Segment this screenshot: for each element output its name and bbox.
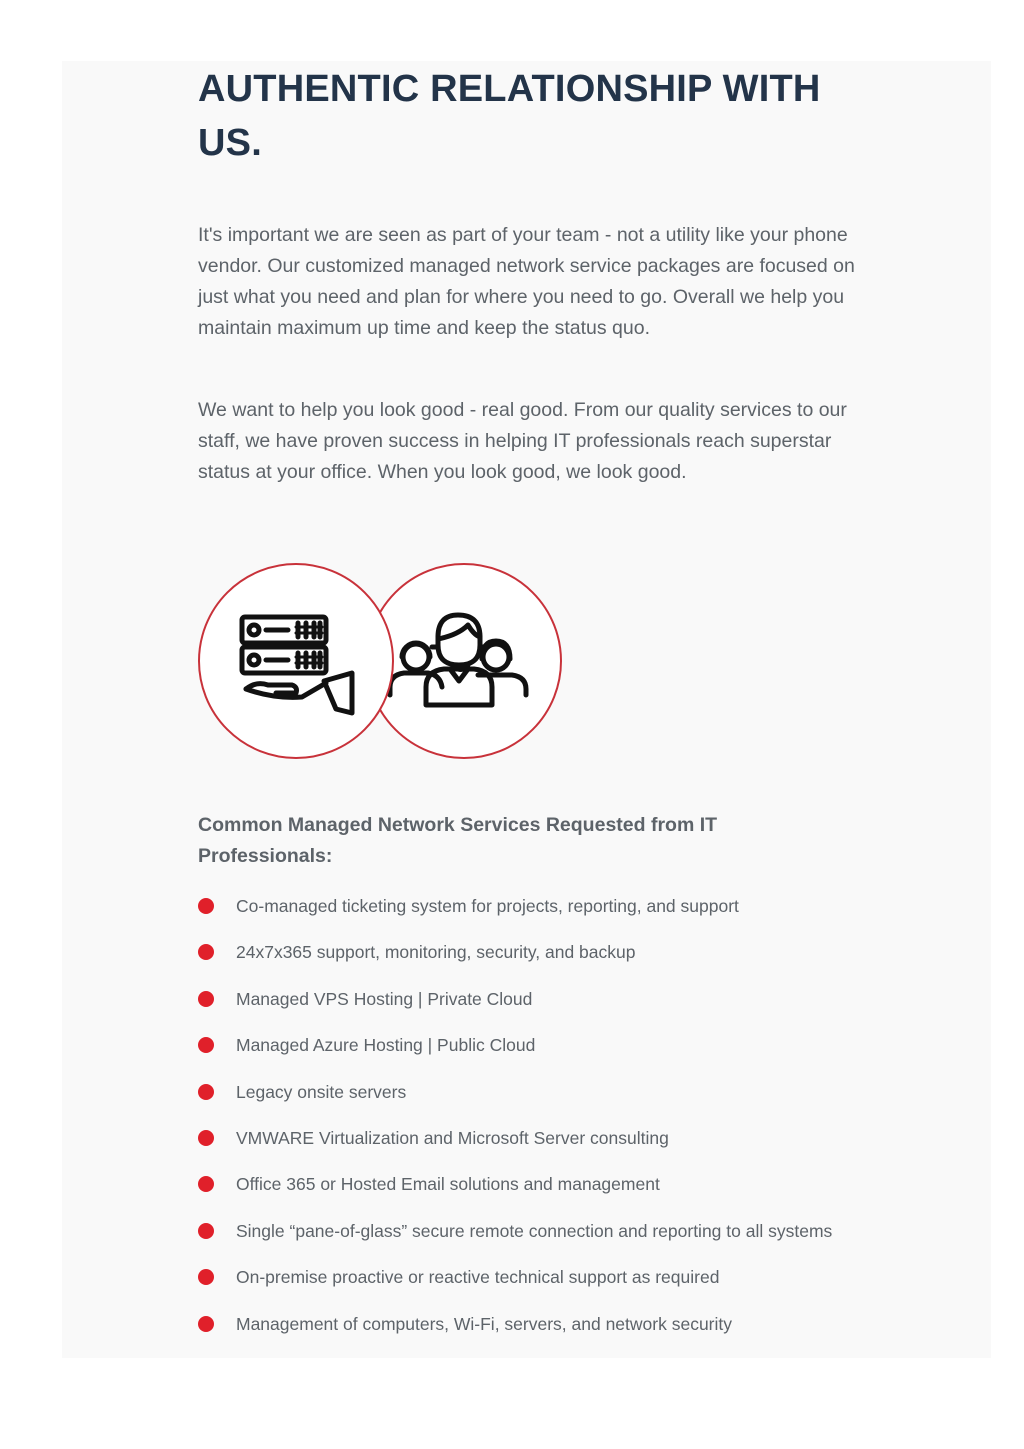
bullet-icon (198, 1130, 214, 1146)
list-item-text: On-premise proactive or reactive technical support as required (236, 1267, 720, 1288)
list-item (198, 1308, 898, 1354)
list-item (198, 1261, 898, 1307)
bullet-icon (198, 944, 214, 960)
server-circle (198, 563, 394, 759)
service-icons (196, 561, 560, 761)
list-item-text: Office 365 or Hosted Email solutions and management (236, 1174, 660, 1195)
bullet-icon (198, 991, 214, 1007)
server-hand-icon (200, 565, 392, 757)
list-item-text: Managed VPS Hosting | Private Cloud (236, 988, 533, 1009)
bullet-icon (198, 898, 214, 914)
bullet-icon (198, 1316, 214, 1332)
services-list (198, 890, 898, 1354)
list-item-text: Management of computers, Wi-Fi, servers, and network security (236, 1313, 733, 1334)
list-item-text: Managed Azure Hosting | Public Cloud (236, 1035, 536, 1056)
list-item (198, 1122, 898, 1168)
list-item-text: 24x7x365 support, monitoring, security, and backup (236, 942, 636, 963)
second-paragraph: We want to help you look good - real good. From our quality services to our staff, we have proven success in helping IT professionals reach superstar status at your office. When you look good, we look good. (198, 399, 847, 483)
team-circle (366, 563, 562, 759)
intro-paragraph: It's important we are seen as part of your team - not a utility like your phone vendor. Our customized managed network service packages are focused on just what you need and plan for where you need to go. Overall we help you maintain maximum up time and keep the status quo. (198, 224, 855, 339)
list-item (198, 1215, 898, 1261)
list-item (198, 1029, 898, 1075)
list-item-text: Co-managed ticketing system for projects, reporting, and support (236, 896, 739, 916)
list-item (198, 936, 898, 982)
bullet-icon (198, 1084, 214, 1100)
page-heading: AUTHENTIC RELATIONSHIP WITH US. (198, 68, 821, 164)
services-title: Common Managed Network Services Requested from IT Professionals: (198, 814, 718, 867)
list-item-text: Legacy onsite servers (236, 1081, 407, 1102)
list-item (198, 890, 898, 936)
bullet-icon (198, 1223, 214, 1239)
bullet-icon (198, 1176, 214, 1192)
team-headset-icon (368, 565, 560, 757)
bullet-icon (198, 1037, 214, 1053)
list-item (198, 1076, 898, 1122)
list-item (198, 983, 898, 1029)
list-item-text: Single “pane-of-glass” secure remote connection and reporting to all systems (236, 1220, 833, 1241)
bullet-icon (198, 1269, 214, 1285)
list-item-text: VMWARE Virtualization and Microsoft Server consulting (236, 1127, 669, 1148)
list-item (198, 1168, 898, 1214)
